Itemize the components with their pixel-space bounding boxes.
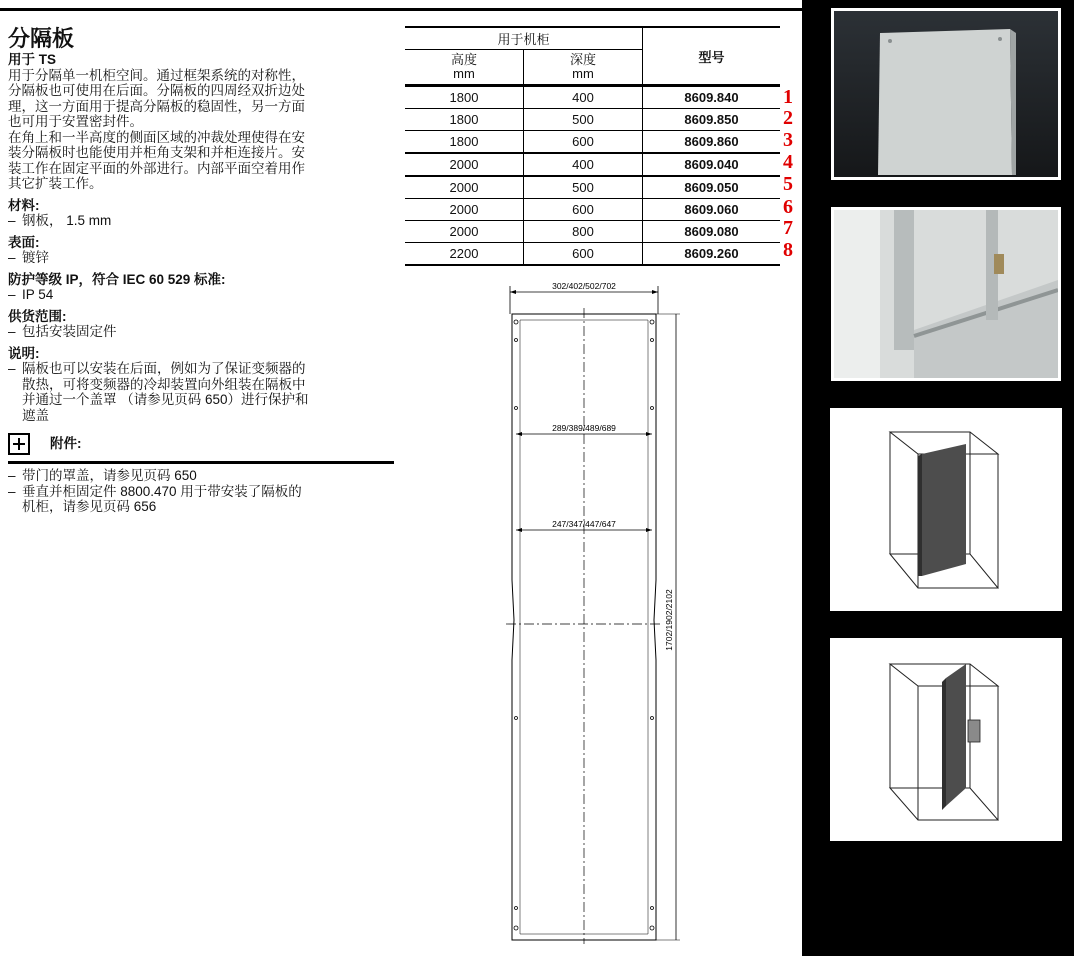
table-row: 1800 600 8609.860 xyxy=(405,131,780,154)
technical-drawing xyxy=(490,280,690,952)
plus-icon xyxy=(8,433,30,455)
section-protection xyxy=(8,272,388,303)
dim-mid1-label: 289/389/489/689 xyxy=(552,423,616,433)
cabinet-interior-icon xyxy=(834,210,1058,378)
partition-with-unit-diagram xyxy=(830,638,1062,841)
row-number: 2 xyxy=(783,107,793,129)
page-title: 分隔板 xyxy=(8,26,75,51)
table-row: 2200 600 8609.260 xyxy=(405,243,780,266)
table-row: 2000 600 8609.060 xyxy=(405,199,780,221)
section-heading: 表面: xyxy=(8,234,40,250)
list-item: – 带门的罩盖，请参见页码 650 xyxy=(8,468,197,483)
intro-line: 在角上和一半高度的侧面区域的冲裁处理使得在安 xyxy=(8,129,305,145)
model-table xyxy=(405,26,780,266)
dim-mid2-label: 247/347/447/647 xyxy=(552,519,616,529)
list-item: – 包括安装固定件 xyxy=(8,324,117,339)
table-group-header: 用于机柜 xyxy=(405,27,643,50)
intro-line: 理，这一方面用于提高分隔板的稳固性，另一方面 xyxy=(8,98,305,114)
list-item: – 隔板也可以安装在后面，例如为了保证变频器的 散热，可将变频器的冷却装置向外组装在隔板中 并通过一个盖罩 （请参见页码 650）进行保护和 遮盖 xyxy=(8,361,309,423)
intro-line: 用于分隔单一机柜空间。通过框架系统的对称性， xyxy=(8,67,305,83)
cabinet-outline-icon xyxy=(830,408,1062,611)
section-supply xyxy=(8,309,388,340)
top-rule xyxy=(0,8,802,11)
table-header-depth: 深度 mm xyxy=(524,50,643,86)
row-number: 7 xyxy=(783,217,793,239)
section-material xyxy=(8,198,388,229)
dim-top-label: 302/402/502/702 xyxy=(552,281,616,291)
row-number: 3 xyxy=(783,129,793,151)
accessories-rule xyxy=(8,461,394,464)
intro-line: 也可用于安置密封件。 xyxy=(8,114,143,129)
table-header-height: 高度 mm xyxy=(405,50,524,86)
list-item: – 钢板， 1.5 mm xyxy=(8,213,112,228)
table-row: 1800 400 8609.840 xyxy=(405,86,780,109)
partition-panel-photo xyxy=(831,8,1061,180)
intro-line: 其它扩装工作。 xyxy=(8,176,103,191)
row-number: 5 xyxy=(783,173,793,195)
dim-height-label: 1702/1902/2102 xyxy=(664,589,674,651)
description-column xyxy=(8,26,388,515)
table-row: 2000 400 8609.040 xyxy=(405,153,780,176)
row-number: 4 xyxy=(783,151,793,173)
row-number: 1 xyxy=(783,86,793,108)
table-row: 1800 500 8609.850 xyxy=(405,109,780,131)
intro-text xyxy=(8,68,388,192)
cabinet-unit-icon xyxy=(830,638,1062,841)
accessories-list xyxy=(8,468,388,515)
row-number: 6 xyxy=(783,196,793,218)
section-heading: 材料: xyxy=(8,197,40,213)
intro-line: 分隔板也可使用在后面。分隔板的四周经双折边处 xyxy=(8,83,305,98)
installed-partition-photo xyxy=(831,207,1061,381)
table-row: 2000 800 8609.080 xyxy=(405,221,780,243)
accessories-header xyxy=(8,433,388,459)
accessories-heading: 附件: xyxy=(50,436,82,451)
section-surface xyxy=(8,235,388,266)
table-header-model: 型号 xyxy=(643,27,781,86)
section-notes xyxy=(8,346,388,424)
list-item: – 垂直并柜固定件 8800.470 用于带安装了隔板的 机柜，请参见页码 656 xyxy=(8,483,302,514)
row-number: 8 xyxy=(783,239,793,261)
list-item: – 镀锌 xyxy=(8,250,49,265)
section-heading: 防护等级 IP，符合 IEC 60 529 标准: xyxy=(8,271,226,287)
intro-line: 装分隔板时也能使用并柜角支架和并柜连接片。安 xyxy=(8,145,305,160)
partition-cabinet-diagram xyxy=(830,408,1062,611)
subtitle: 用于 TS xyxy=(8,52,57,67)
section-heading: 供货范围: xyxy=(8,308,67,324)
table-row: 2000 500 8609.050 xyxy=(405,176,780,199)
intro-line: 装工作在固定平面的外部进行。内部平面空着用作 xyxy=(8,160,305,176)
partition-panel-icon xyxy=(834,11,1058,177)
section-heading: 说明: xyxy=(8,345,40,361)
list-item: – IP 54 xyxy=(8,287,54,302)
